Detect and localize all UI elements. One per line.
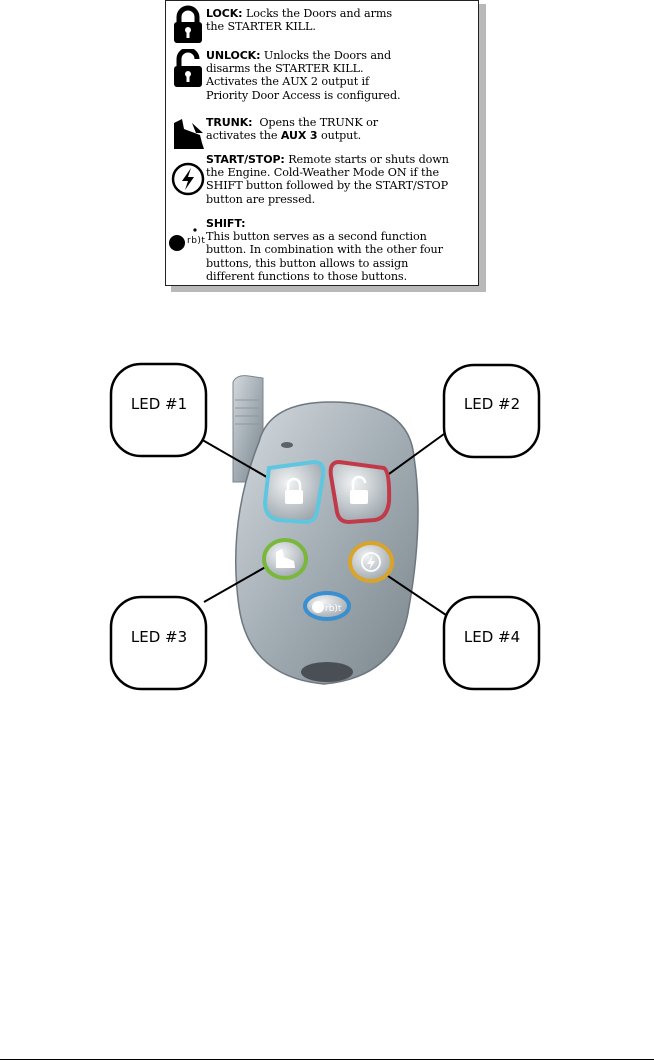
- footer-rule: [0, 1059, 654, 1060]
- startstop-desc-2: the Engine. Cold-Weather Mode ON if the: [206, 166, 439, 180]
- unlock-title: UNLOCK:: [206, 49, 261, 62]
- startstop-desc-4: button are pressed.: [206, 192, 316, 206]
- trunk-button[interactable]: [264, 540, 306, 578]
- unlock-desc-3: Activates the AUX 2 output if: [206, 75, 370, 89]
- lightning-icon: [170, 159, 206, 199]
- trunk-aux3: AUX 3: [280, 129, 318, 143]
- unlock-icon: [170, 49, 206, 89]
- orbit-logo-text: rb)t: [187, 236, 206, 246]
- shift-button-logo-icon: [312, 601, 324, 613]
- startstop-desc-3: SHIFT button followed by the START/STOP: [206, 179, 449, 193]
- orbit-logo-icon: [168, 226, 208, 254]
- unlock-desc-4: Priority Door Access is configured.: [206, 88, 401, 102]
- led2-label: LED #2: [463, 395, 521, 413]
- unlock-button[interactable]: [331, 462, 389, 522]
- trunk-desc-1: Opens the TRUNK or: [259, 116, 378, 129]
- button-legend: [165, 0, 479, 286]
- lock-desc-2: the STARTER KILL.: [206, 20, 316, 34]
- shift-title: SHIFT:: [206, 217, 246, 230]
- shift-button-logo-text: rb)t: [325, 604, 342, 614]
- shift-desc-2: button. In combination with the other four: [206, 243, 443, 257]
- lock-title: LOCK:: [206, 7, 243, 20]
- led1-label: LED #1: [130, 395, 188, 413]
- lock-icon: [170, 5, 206, 45]
- shift-desc-4: different functions to those buttons.: [206, 269, 408, 283]
- unlock-desc-1: Unlocks the Doors and: [263, 49, 392, 62]
- unlock-desc-2: disarms the STARTER KILL.: [206, 62, 364, 76]
- trunk-icon: [170, 113, 206, 153]
- remote-body: [236, 402, 418, 684]
- startstop-desc-1: Remote starts or shuts down: [288, 153, 449, 166]
- shift-desc-3: buttons, this button allows to assign: [206, 256, 409, 270]
- keyring-slot: [301, 662, 353, 682]
- lock-button[interactable]: [265, 462, 323, 522]
- led3-label: LED #3: [130, 628, 188, 646]
- led4-label: LED #4: [463, 628, 521, 646]
- trunk-title: TRUNK:: [206, 116, 253, 129]
- trunk-desc-2a: activates the: [206, 129, 278, 143]
- startstop-title: START/STOP:: [206, 153, 285, 166]
- lock-desc-1: Locks the Doors and arms: [245, 7, 392, 20]
- start-stop-button[interactable]: [350, 543, 392, 581]
- shift-button[interactable]: [305, 593, 349, 619]
- status-led: [281, 442, 293, 448]
- remote-figure: [109, 362, 542, 699]
- shift-desc-1: This button serves as a second function: [206, 230, 427, 244]
- trunk-desc-2c: output.: [320, 129, 362, 143]
